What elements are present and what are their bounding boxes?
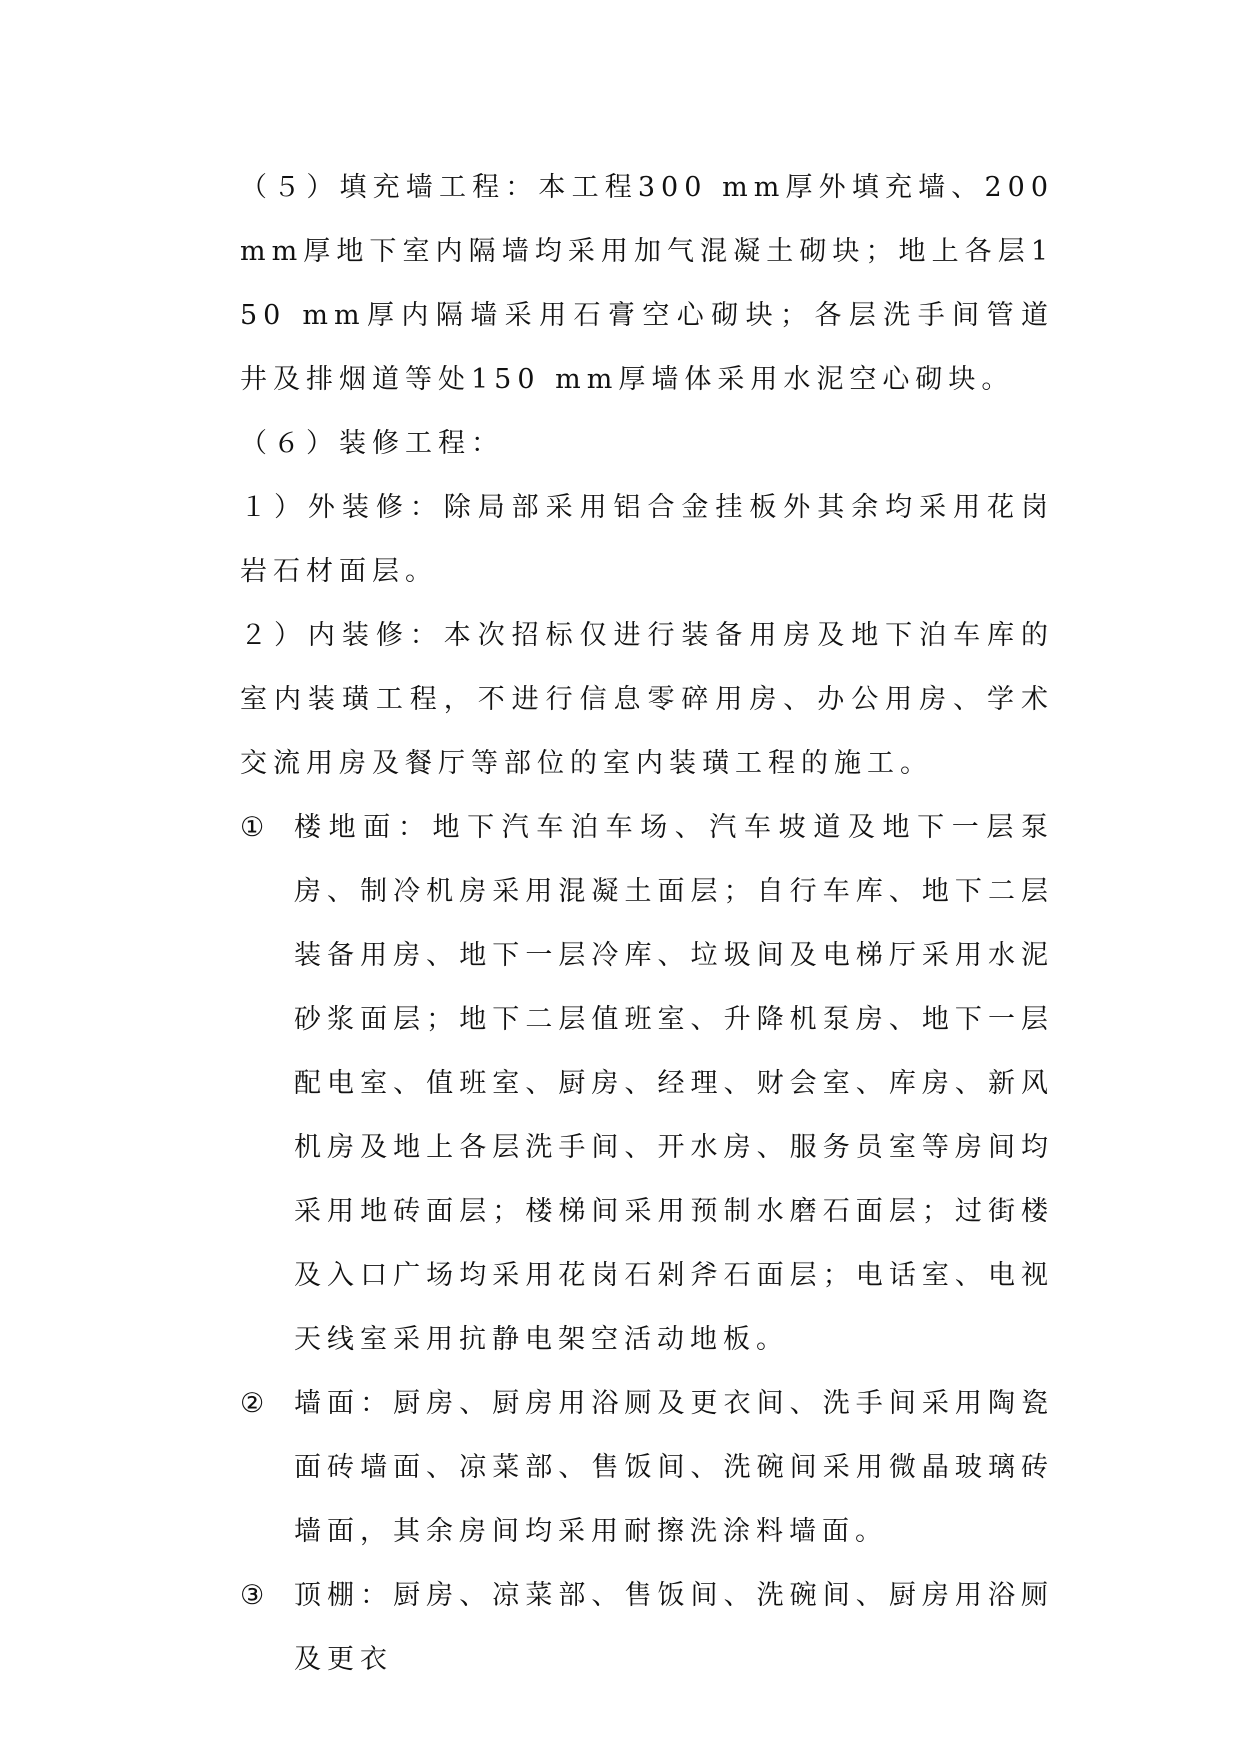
paragraph-exterior-decoration: １）外装修：除局部采用铝合金挂板外其余均采用花岗岩石材面层。 [240, 492, 1054, 587]
list-item-ceiling [240, 1564, 1054, 1692]
list-item-text: 楼地面：地下汽车泊车场、汽车坡道及地下一层泵房、制冷机房采用混凝土面层；自行车库、地下二层装备用房、地下一层冷库、垃圾间及电梯厅采用水泥砂浆面层；地下二层值班室、升降机泵房、地下一层配电室、值班室、厨房、经理、财会室、库房、新风机房及地上各层洗手间、开水房、服务员室等房间均采用地砖面层；楼梯间采用预制水磨石面层；过街楼及入口广场均采用花岗石剁斧石面层；电话室、电视天线室采用抗静电架空活动地板。 [294, 812, 1054, 1355]
document-body [240, 156, 1054, 1692]
paragraph-infill-wall: （５）填充墙工程：本工程300 mm厚外填充墙、200 mm厚地下室内隔墙均采用加气混凝土砌块；地上各层150 mm厚内隔墙采用石膏空心砌块；各层洗手间管道井及排烟道等处150 mm厚墙体采用水泥空心砌块。 [240, 172, 1054, 395]
list-item-wall [240, 1372, 1054, 1564]
list-marker: ① [240, 812, 271, 843]
list-marker: ③ [240, 1580, 271, 1611]
paragraph-decoration-heading: （６）装修工程： [240, 428, 504, 459]
list-item-text: 顶棚：厨房、凉菜部、售饭间、洗碗间、厨房用浴厕及更衣 [294, 1580, 1054, 1675]
paragraph-interior-decoration: ２）内装修：本次招标仅进行装备用房及地下泊车库的室内装璜工程，不进行信息零碎用房、办公用房、学术交流用房及餐厅等部位的室内装璜工程的施工。 [240, 620, 1054, 779]
list-item-text: 墙面：厨房、厨房用浴厕及更衣间、洗手间采用陶瓷面砖墙面、凉菜部、售饭间、洗碗间采用微晶玻璃砖墙面，其余房间均采用耐擦洗涂料墙面。 [294, 1388, 1054, 1547]
list-item-floor [240, 796, 1054, 1372]
list-marker: ② [240, 1388, 271, 1419]
